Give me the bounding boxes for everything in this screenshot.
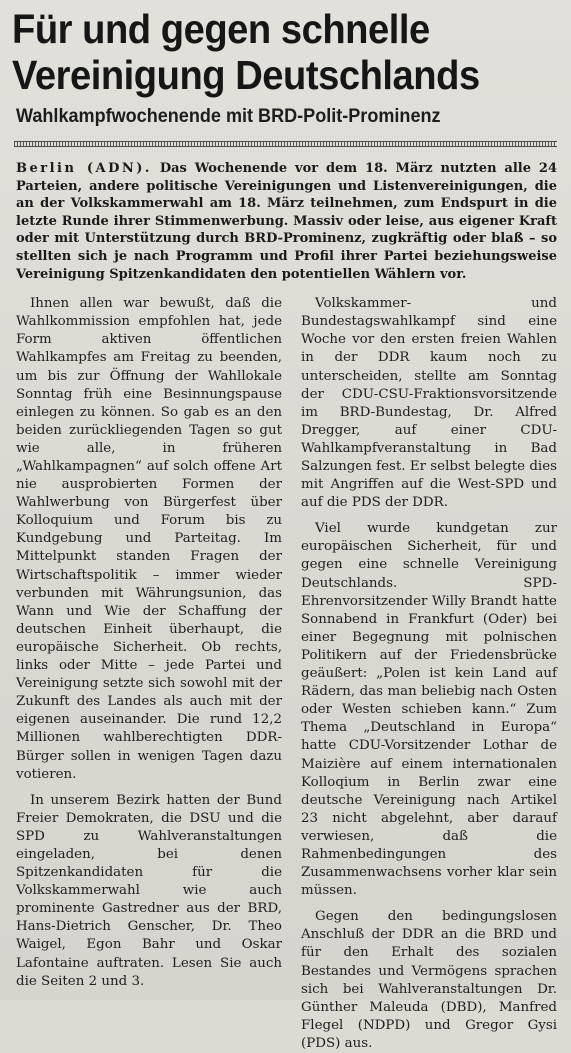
divider-rule [14, 141, 557, 147]
body-paragraph: Ihnen allen war bewußt, daß die Wahlkommission empfohlen hat, jede Form aktiven öffentlichen Wahlkampfes am Freitag zu beenden, um bis zur Öffnung der Wahllokale Sonntag früh eine Besinnungspause einlegen zu können. So gab es an den beiden zurückliegenden Tagen so gut wie alle, in früheren „Wahlkampagnen“ auf solch offene Art nie ausprobierten Formen der Wahlwerbung von Bürgerfest über Kolloquium und Forum bis zu Kundgebung und Parteitag. Im Mittelpunkt standen Fragen der Wirtschaftspolitik – immer wieder verbunden mit Währungsunion, das Wann und Wie der Schaffung der deutschen Einheit überhaupt, die europäische Sicherheit. Ob rechts, links oder Mitte – jede Partei und Vereinigung setzte sich sowohl mit der Zukunft des Landes als auch mit der eigenen auseinander. Die rund 12,2 Millionen wahlberechtigten DDR-Bürger sollen in wenigen Tagen dazu votieren. [16, 296, 282, 782]
body-paragraph: Viel wurde kundgetan zur europäischen Sicherheit, für und gegen eine schnelle Vereinigung Deutschlands. SPD-Ehrenvorsitzender Willy Brandt hatte Sonnabend in Frankfurt (Oder) bei einer Begegnung mit polnischen Politikern auf der Friedensbrücke geäußert: „Polen ist kein Land auf Rädern, das man beliebig nach Osten oder Westen schieben kann.“ Zum Thema „Deutschland in Europa“ hatte CDU-Vorsitzender Lothar de Maizière auf einem internationalen Kolloqium in Berlin zwar eine deutsche Vereinigung nach Artikel 23 nicht abgelehnt, aber darauf verwiesen, daß die Rahmenbedingungen des Zusammenwachsens vorher klar sein müssen. [301, 521, 557, 899]
body-paragraph: Gegen den bedingungslosen Anschluß der DDR an die BRD und für den Erhalt des sozialen Bestandes und Vermögens sprachen sich bei Wahlveranstaltungen Dr. Günther Maleuda (DBD), Manfred Flegel (NDPD) und Gregor Gysi (PDS) aus. [301, 909, 557, 1051]
subheadline: Wahlkampfwochenende mit BRD-Polit-Prominenz [16, 106, 441, 127]
lead-paragraph [16, 160, 557, 283]
headline-line-2: Vereinigung Deutschlands [12, 52, 480, 98]
column-right [301, 295, 557, 1053]
column-left [16, 295, 282, 1053]
dateline: Berlin (ADN). [16, 161, 152, 176]
headline-line-1: Für und gegen schnelle [12, 6, 430, 52]
lead-text: Das Wochenende vor dem 18. März nutzten alle 24 Parteien, andere politische Vereinigungen und Listenvereinigungen, die an der Volkskammerwahl am 18. März teilnehmen, zum Endspurt in die letzte Runde ihrer Stimmenwerbung. Massiv oder leise, aus eigener Kraft oder mit Unterstützung durch BRD-Prominenz, zugkräftig oder blaß – so stellten sich je nach Programm und Profil ihrer Partei beziehungsweise Vereinigung Spitzenkandidaten den potentiellen Wählern vor. [16, 161, 557, 282]
body-columns [16, 295, 557, 1053]
body-paragraph: In unserem Bezirk hatten der Bund Freier Demokraten, die DSU und die SPD zu Wahlveranstaltungen eingeladen, bei denen Spitzenkandidaten für die Volkskammerwahl wie auch prominente Gastredner aus der BRD, Hans-Dietrich Genscher, Dr. Theo Waigel, Egon Bahr und Oskar Lafontaine auftraten. Lesen Sie auch die Seiten 2 und 3. [16, 792, 282, 989]
headline [12, 6, 519, 98]
body-paragraph: Volkskammer- und Bundestagswahlkampf sind eine Woche vor den ersten freien Wahlen in der DDR kaum noch zu unterscheiden, stellte am Sonntag der CDU-CSU-Fraktionsvorsitzende im BRD-Bundestag, Dr. Alfred Dregger, auf einer CDU-Wahlkampfveranstaltung in Bad Salzungen fest. Er selbst belegte dies mit Angriffen auf die West-SPD und auf die PDS der DDR. [301, 296, 557, 511]
